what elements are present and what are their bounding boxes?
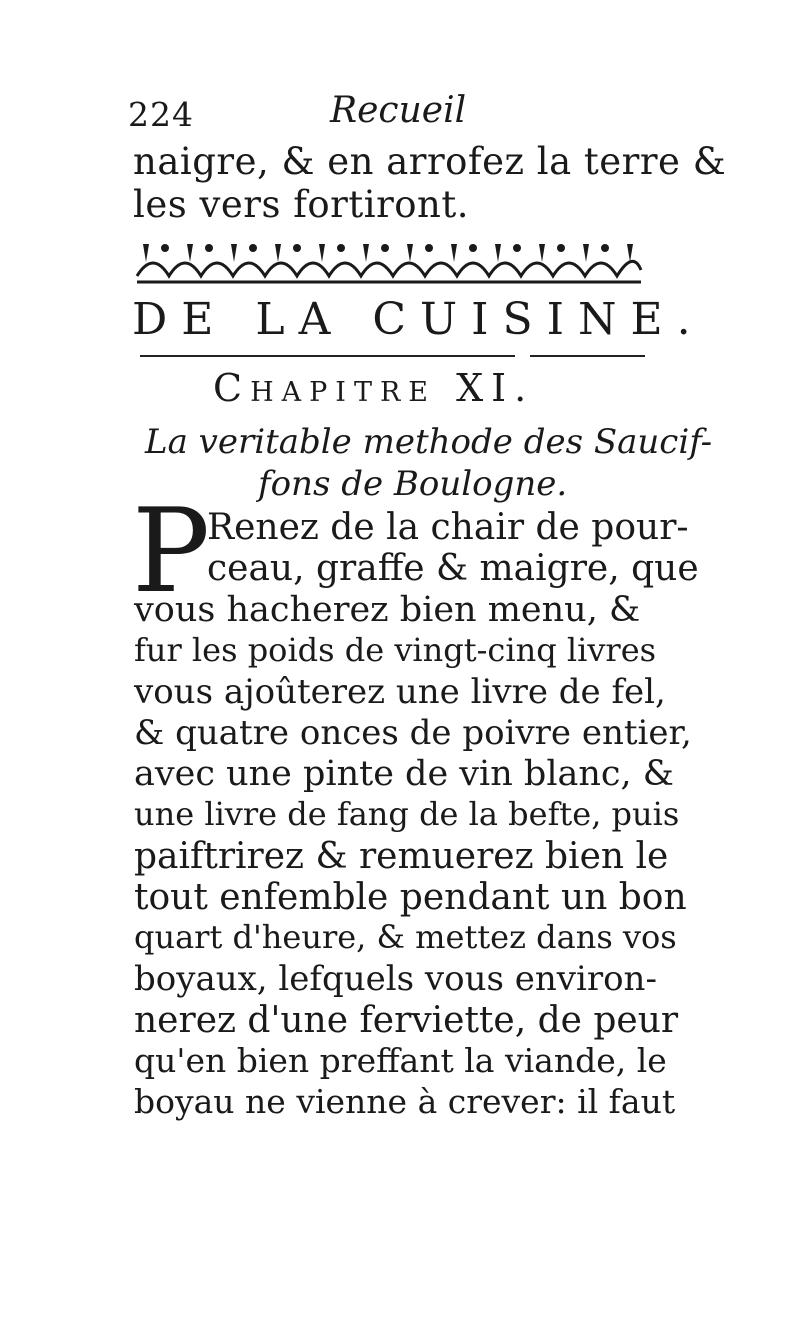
body-line-11: quart d'heure, & mettez dans vos: [134, 918, 677, 956]
body-line-9: paiftrirez & remuerez bien le: [134, 836, 669, 877]
page-number: 224: [128, 95, 194, 134]
recipe-title-line-2: fons de Boulogne.: [258, 464, 568, 504]
chapter-heading: Chapitre XI.: [213, 366, 535, 410]
body-line-8: une livre de fang de la befte, puis: [134, 795, 680, 833]
section-title: DE LA CUISINE.: [132, 294, 705, 345]
body-line-5: vous ajoûterez une livre de fel,: [134, 672, 666, 712]
body-line-7: avec une pinte de vin blanc, &: [134, 754, 674, 794]
body-line-6: & quatre onces de poivre entier,: [134, 713, 692, 753]
body-line-1: Renez de la chair de pour-: [207, 507, 689, 548]
ornamental-band: [133, 240, 645, 288]
body-line-4: fur les poids de vingt-cinq livres: [134, 631, 657, 669]
body-line-2: ceau, graffe & maigre, que: [207, 548, 699, 589]
rule-right: [530, 355, 645, 357]
body-line-12: boyaux, lefquels vous environ-: [134, 959, 657, 999]
drop-cap: P: [132, 484, 211, 619]
continuation-line-1: naigre, & en arrofez la terre &: [133, 140, 727, 183]
body-line-10: tout enfemble pendant un bon: [134, 877, 687, 918]
rule-left: [140, 355, 515, 357]
recipe-title-line-1: La veritable methode des Saucif-: [145, 422, 713, 462]
body-line-14: qu'en bien preffant la viande, le: [134, 1041, 667, 1080]
running-title: Recueil: [330, 90, 467, 131]
continuation-line-2: les vers fortiront.: [133, 183, 469, 226]
body-line-3: vous hacherez bien menu, &: [134, 590, 641, 630]
body-line-13: nerez d'une ferviette, de peur: [134, 1000, 679, 1041]
body-line-15: boyau ne vienne à crever: il faut: [134, 1082, 676, 1121]
